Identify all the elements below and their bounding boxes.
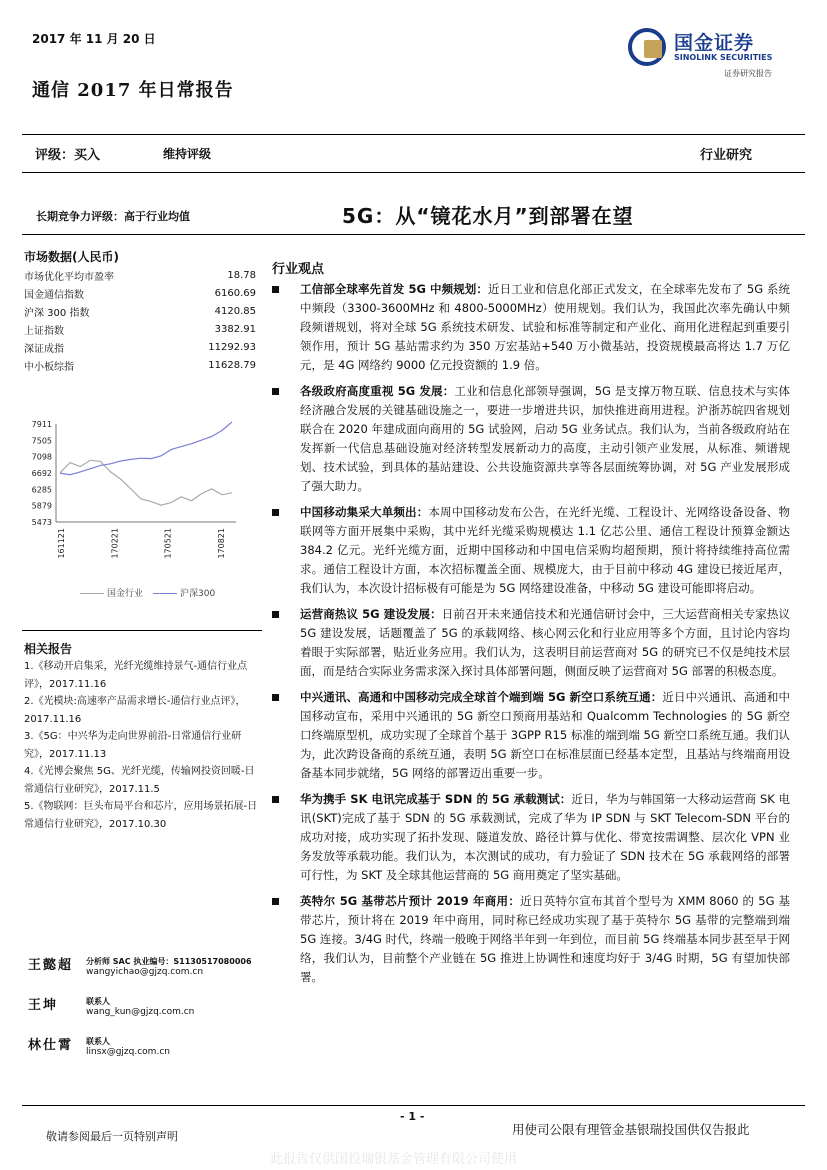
y-tick-label: 7098 (31, 452, 52, 462)
footer-divider (22, 1105, 805, 1106)
headline: 5G：从“镜花水月”到部署在望 (342, 204, 634, 228)
bullet-square-icon (272, 388, 279, 395)
market-data-table (24, 266, 256, 374)
usage-note: 用使司公限有理管金基银瑞投国供仅告报此 (512, 1122, 750, 1137)
analyst-role: 联系人 (86, 997, 110, 1006)
x-tick-label: 170221 (110, 528, 120, 559)
analyst-role: 分析师 SAC 执业编号：S1130517080006 (86, 957, 252, 966)
logo-text-cn: 国金证券 (674, 32, 755, 54)
report-date: 2017 年 11 月 20 日 (32, 32, 156, 46)
index-line-chart (22, 414, 260, 604)
y-tick-label: 6285 (31, 485, 52, 495)
y-tick-label: 5473 (31, 518, 52, 527)
series-line-hs300 (60, 422, 232, 475)
legend-item-hs300: 沪深300 (153, 586, 215, 599)
table-row: 国金通信指数 6160.69 (24, 287, 256, 301)
bullet-paragraph: 华为携手 SK 电讯完成基于 SDN 的 5G 承载测试：近日，华为与韩国第一大移动运营商 SK 电讯(SKT)完成了基于 SDN 的 5G 承载测试，完成了华为 IP SDN 与 SKT Telecom-SDN 平台的成功对接，成功实现了拓扑发现、隧道发放、路径计算与优化、带宽按需调整、层次化 VPN 业务发放等承载功能。我们认为，本次测试的成功，有力验证了 SDN 技术在 5G 承载网络的部署可行性，为 SKT 及全球其他运营商的 5G 商用奠定了坚实基础。 (272, 790, 790, 885)
divider (22, 172, 805, 173)
analyst-email[interactable]: linsx@gjzq.com.cn (86, 1047, 170, 1057)
table-row: 深证成指 11292.93 (24, 341, 256, 355)
company-logo (628, 26, 798, 84)
x-tick-label: 170821 (217, 528, 226, 559)
x-tick-label: 170521 (163, 528, 173, 559)
bullet-paragraph: 工信部全球率先首发 5G 中频规划：近日工业和信息化部正式发文，在全球率先发布了 5G 系统中频段（3300-3600MHz 和 4800-5000MHz）使用规划。我们认为，我国此次率先确认中频段频谱规划，将对全球 5G 系统技术研发、试验和标准等制定和产业化、商用化进程起到重要引领作用，预计 5G 基站需求约为 350 万宏基站+540 万小微基站，投资规模最高将达 1.7 万亿元，是 4G 网络约 9000 亿元投资额的 1.9 倍。 (272, 280, 790, 375)
divider (22, 630, 262, 631)
table-row: 沪深 300 指数 4120.85 (24, 305, 256, 319)
analyst-name: 林仕霄 (28, 1038, 74, 1053)
section-title: 行业观点 (272, 262, 325, 277)
rating-label: 评级：买入 (35, 148, 101, 163)
bullet-paragraph: 各级政府高度重视 5G 发展：工业和信息化部领导强调，5G 是支撑万物互联、信息技术与实体经济融合发展的关键基础设施之一，要进一步增进共识，加快推进商用进程。沪浙苏皖四省规划联合在 2020 年建成面向商用的 5G 试验网，启动 5G 业务试点。我们认为，当前各级政府站在发挥新一代信息基础设施对经济转型发展新动力的高度，主动引领产业发展，从标准、频谱规划、技术试验，到具体的基站建设、公共设施资源共享等各层面统筹协调，对 5G 产业发展形成了强大助力。 (272, 382, 790, 496)
list-item[interactable]: 1.《移动开启集采，光纤光缆维持景气-通信行业点评》，2017.11.16 (24, 661, 248, 690)
analyst-name: 王坤 (28, 998, 59, 1013)
y-tick-label: 7505 (31, 436, 52, 446)
bullet-square-icon (272, 694, 279, 701)
related-reports-title: 相关报告 (24, 642, 73, 656)
list-item[interactable]: 3.《5G：中兴华为走向世界前沿-日常通信行业研究》，2017.11.13 (24, 731, 242, 760)
bullet-paragraph: 运营商热议 5G 建设发展：日前召开未来通信技术和光通信研讨会中，三大运营商相关专家热议 5G 建设发展，话题覆盖了 5G 的承载网络、核心网云化和行业应用等多个方面，且讨论内容均着眼于实际部署，贴近业务应用。我们认为，这表明目前运营商对 5G 的研究已不仅是纯技术层面，而是结合实际业务需求深入探讨具体部署问题，侧面反映了运营商对 5G 部署的积极态度。 (272, 605, 790, 681)
page-number: - 1 - (400, 1110, 425, 1123)
logo-subtitle: 证券研究报告 (724, 69, 772, 78)
watermark: 此报告仅供国投瑞银基金管理有限公司使用 (270, 1152, 518, 1167)
industry-view-body (272, 280, 790, 994)
bullet-paragraph: 英特尔 5G 基带芯片预计 2019 年商用：近日英特尔宣布其首个型号为 XMM 8060 的 5G 基带芯片，预计将在 2019 年中商用，同时称已经成功实现了基于英特尔 5G 基带的完整端到端 5G 连接。3/4G 时代，终端一般晚于网络半年到一年到位，而目前 5G 终端基本同步甚至早于网络，我们认为，目前整个产业链在 5G 推进上协调性和速度均好于 3/4G 时期，5G 有望加快部署。 (272, 892, 790, 987)
table-row: 中小板综指 11628.79 (24, 359, 256, 373)
bullet-square-icon (272, 509, 279, 516)
bullet-square-icon (272, 611, 279, 618)
bullet-square-icon (272, 286, 279, 293)
logo-icon (628, 28, 666, 66)
list-item[interactable]: 2.《光模块:高速率产品需求增长-通信行业点评》，2017.11.16 (24, 696, 246, 725)
y-tick-label: 7911 (31, 420, 52, 429)
analyst-email[interactable]: wangyichao@gjzq.com.cn (86, 967, 204, 977)
list-item[interactable]: 4.《光博会聚焦 5G、光纤光缆，传输网投资回暖-日常通信行业研究》，2017.11.5 (24, 766, 255, 795)
y-tick-label: 5879 (31, 501, 52, 511)
list-item[interactable]: 5.《物联网：巨头布局平台和芯片，应用场景拓展-日常通信行业研究》，2017.10.30 (24, 801, 258, 830)
bullet-square-icon (272, 898, 279, 905)
bullet-paragraph: 中国移动集采大单频出：本周中国移动发布公告，在光纤光缆、工程设计、光网络设备设备、物联网等方面开展集中采购，其中光纤光缆采购规模达 1.1 亿芯公里、通信工程设计预算金额达 384.2 亿元。光纤光缆方面，近期中国移动和中国电信采购均超预期，预计将持续维持高位需求。通信工程设计方面，本次招标覆盖全面、规模庞大，由于目前中移动 4G 建设已接近尾声，我们认为，本次设计招标极有可能是为 5G 网络建设准备，中移动 5G 建设可能即将启动。 (272, 503, 790, 598)
analyst-name: 王懿超 (28, 958, 74, 973)
divider (22, 134, 805, 135)
y-tick-label: 6692 (31, 469, 52, 478)
x-tick-label: 161121 (57, 528, 66, 559)
rating-keep: 维持评级 (163, 147, 212, 161)
bullet-square-icon (272, 796, 279, 803)
divider (22, 234, 805, 235)
series-line-industry (60, 460, 232, 505)
table-row: 上证指数 3382.91 (24, 323, 256, 337)
bullet-paragraph: 中兴通讯、高通和中国移动完成全球首个端到端 5G 新空口系统互通：近日中兴通讯、高通和中国移动宣布，采用中兴通讯的 5G 新空口预商用基站和 Qualcomm Technologies 的 5G 新空口终端原型机，成功实现了全球首个基于 3GPP R15 标准的端到端 5G 新空口系统互通。我们认为，此次跨设备商的系统互通，表明 5G 新空口在标准层面已经基本定型，且基站与终端商用设备基本同步就绪，5G 网络的部署迈出重要一步。 (272, 688, 790, 783)
disclaimer-note: 敬请参阅最后一页特别声明 (46, 1130, 178, 1143)
logo-text-en: SINOLINK SECURITIES (674, 53, 773, 62)
analyst-role: 联系人 (86, 1037, 110, 1046)
competitiveness-rating: 长期竞争力评级：高于行业均值 (36, 210, 190, 223)
related-reports-list (24, 658, 264, 833)
report-title: 通信 2017 年日常报告 (32, 80, 234, 101)
legend-item-industry: 国金行业 (80, 586, 143, 599)
market-data-title: 市场数据(人民币) (24, 250, 119, 264)
industry-label: 行业研究 (700, 148, 753, 163)
table-row: 市场优化平均市盈率 18.78 (24, 269, 256, 283)
analyst-email[interactable]: wang_kun@gjzq.com.cn (86, 1007, 195, 1017)
chart-legend (80, 586, 215, 599)
